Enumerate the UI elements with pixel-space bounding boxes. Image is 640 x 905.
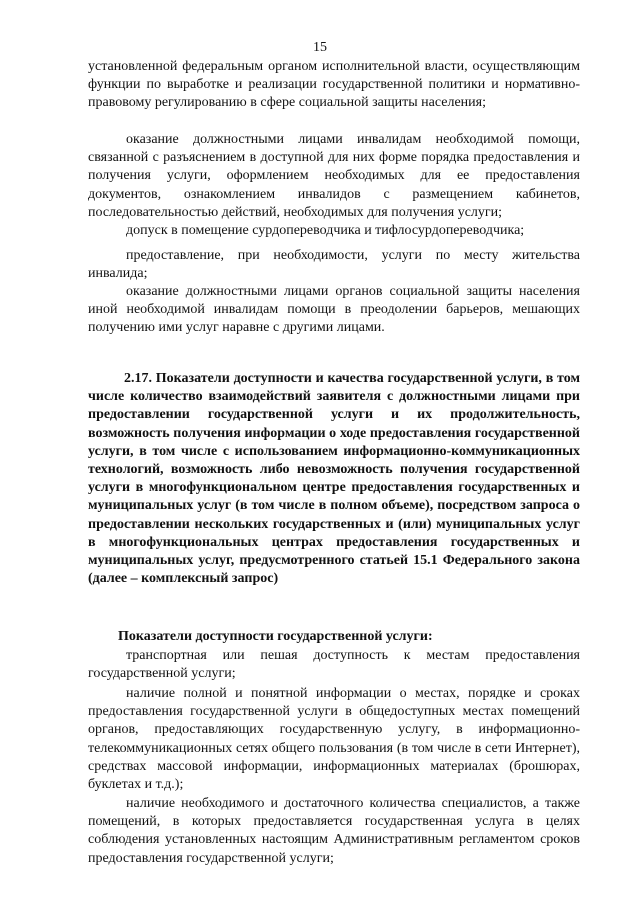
page-number: 15 (313, 40, 327, 55)
paragraph-sign-language-interpreter: допуск в помещение сурдопереводчика и тифлосурдопереводчика; (126, 223, 525, 238)
paragraph-assistance-to-disabled: оказание должностными лицами инвалидам необходимой помощи, связанной с разъяснением в доступной для них форме порядка предоставления и получения услуги, оформлением необходимых для ее предоставления документов, ознакомлением инвалидов с размещением кабинетов, последовательностью действий, необходимых для получения услуги; (88, 132, 580, 220)
paragraph-service-at-residence: предоставление, при необходимости, услуги по месту жительства инвалида; (88, 248, 580, 282)
paragraph-other-assistance: оказание должностными лицами органов социальной защиты населения иной необходимой инвалидам помощи в преодолении барьеров, мешающих получению ими услуг наравне с другими лицами. (88, 284, 580, 336)
paragraph-information-availability: наличие полной и понятной информации о местах, порядке и сроках предоставления государственной услуги в общедоступных местах помещений органов, предоставляющих государственную услугу, в информационно-телекоммуникационных сетях общего пользования (в том числе в сети Интернет), средствах массовой информации, информационных материалах (брошюрах, буклетах и т.д.); (88, 686, 580, 793)
subheading-accessibility-indicators: Показатели доступности государственной услуги: (118, 629, 433, 644)
paragraph-transport-accessibility: транспортная или пешая доступность к местам предоставления государственной услуги; (88, 648, 580, 682)
paragraph-specialists-availability: наличие необходимого и достаточного количества специалистов, а также помещений, в которых предоставляется государственная услуга в целях соблюдения установленных настоящим Административным регламентом сроков предоставления государственной услуги; (88, 796, 580, 866)
section-heading-2-17: 2.17. Показатели доступности и качества государственной услуги, в том числе количество взаимодействий заявителя с должностными лицами при предоставлении государственной услуги и их продолжительность, возможность получения информации о ходе предоставления государственной услуги, в том числе с использованием информационно-коммуникационных технологий, возможность либо невозможность получения государственной услуги в многофункциональном центре предоставления государственных и муниципальных услуг (в том числе в полном объеме), посредством запроса о предоставлении нескольких государственных и (или) муниципальных услуг в многофункциональных центрах предоставления государственных и муниципальных услуг, предусмотренного статьей 15.1 Федерального закона (далее – комплексный запрос) (88, 371, 580, 587)
paragraph-social-protection-authority: установленной федеральным органом исполнительной власти, осуществляющим функции по выработке и реализации государственной политики и нормативно-правовому регулированию в сфере социальной защиты населения; (88, 59, 580, 111)
